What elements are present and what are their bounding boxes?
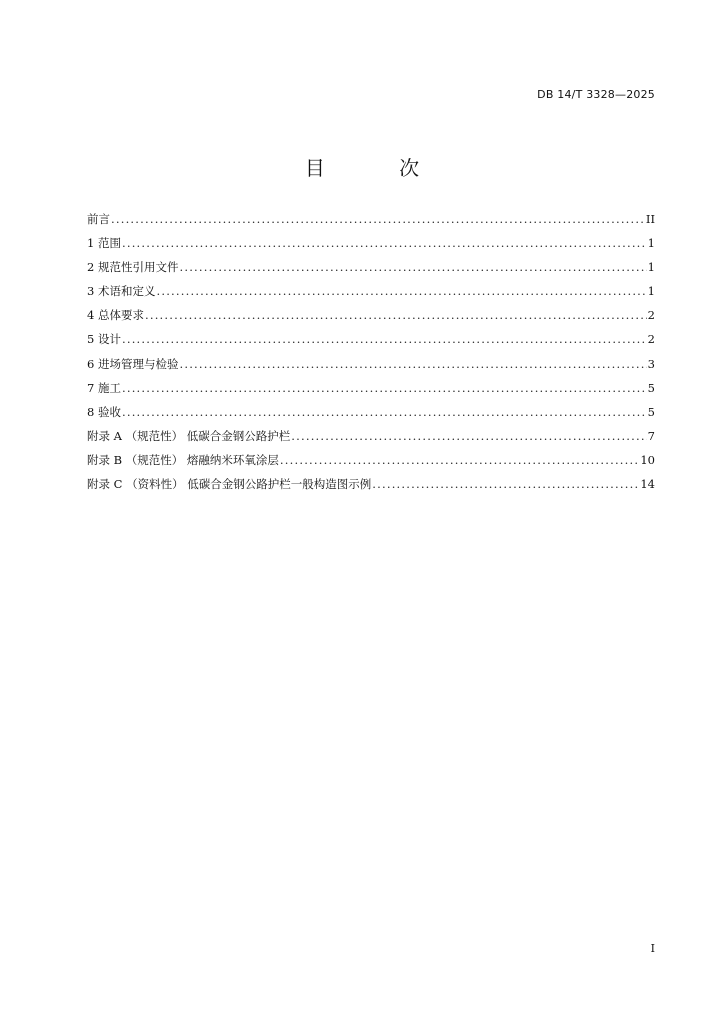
toc-leader-dots: [122, 405, 647, 419]
toc-entry-label: 3 术语和定义: [87, 284, 156, 299]
toc-entry-construction[interactable]: [87, 380, 655, 404]
toc-entry-page: 14: [640, 477, 655, 492]
toc-entry-acceptance[interactable]: [87, 404, 655, 428]
toc-leader-dots: [145, 308, 647, 322]
toc-entry-appendix-c[interactable]: [87, 476, 655, 500]
document-code: DB 14/T 3328—2025: [537, 88, 655, 101]
toc-entry-page: 1: [647, 236, 655, 251]
toc-leader-dots: [111, 212, 645, 226]
toc-leader-dots: [156, 284, 646, 298]
toc-leader-dots: [291, 429, 646, 443]
page-title: 目 次: [304, 156, 454, 180]
toc-entry-page: II: [645, 212, 655, 226]
toc-entry-inspection[interactable]: [87, 356, 655, 380]
toc-entry-label: 6 进场管理与检验: [87, 356, 179, 371]
toc-entry-appendix-a[interactable]: [87, 428, 655, 452]
toc-entry-page: 1: [647, 260, 655, 275]
toc-entry-label: 附录 C （资料性） 低碳合金钢公路护栏一般构造图示例: [87, 477, 372, 492]
toc-entry-scope[interactable]: [87, 235, 655, 259]
table-of-contents: [87, 211, 655, 500]
toc-entry-label: 4 总体要求: [87, 308, 144, 323]
toc-entry-label: 7 施工: [87, 380, 121, 395]
toc-entry-label: 5 设计: [87, 332, 121, 347]
toc-entry-foreword[interactable]: [87, 211, 655, 235]
toc-leader-dots: [280, 453, 639, 467]
toc-leader-dots: [179, 260, 646, 274]
toc-leader-dots: [122, 332, 647, 346]
toc-leader-dots: [122, 381, 647, 395]
toc-entry-page: 3: [647, 356, 655, 371]
toc-entry-page: 2: [647, 308, 655, 323]
toc-leader-dots: [179, 357, 646, 371]
toc-entry-page: 7: [647, 428, 655, 443]
toc-entry-label: 1 范围: [87, 236, 121, 251]
toc-entry-label: 附录 B （规范性） 熔融纳米环氧涂层: [87, 452, 279, 467]
toc-entry-label: 8 验收: [87, 404, 121, 419]
toc-entry-page: 1: [647, 284, 655, 299]
toc-entry-page: 5: [647, 404, 655, 419]
toc-entry-appendix-b[interactable]: [87, 452, 655, 476]
toc-entry-label: 2 规范性引用文件: [87, 260, 179, 275]
toc-entry-label: 前言: [87, 212, 110, 226]
toc-entry-general-requirements[interactable]: [87, 307, 655, 331]
toc-entry-label: 附录 A （规范性） 低碳合金钢公路护栏: [87, 428, 291, 443]
toc-leader-dots: [122, 236, 647, 250]
toc-entry-page: 10: [640, 452, 655, 467]
toc-entry-design[interactable]: [87, 331, 655, 355]
toc-entry-page: 5: [647, 380, 655, 395]
toc-leader-dots: [372, 477, 639, 491]
toc-entry-normative-references[interactable]: [87, 259, 655, 283]
toc-entry-terms-definitions[interactable]: [87, 283, 655, 307]
toc-entry-page: 2: [647, 332, 655, 347]
page-number: I: [650, 942, 655, 955]
